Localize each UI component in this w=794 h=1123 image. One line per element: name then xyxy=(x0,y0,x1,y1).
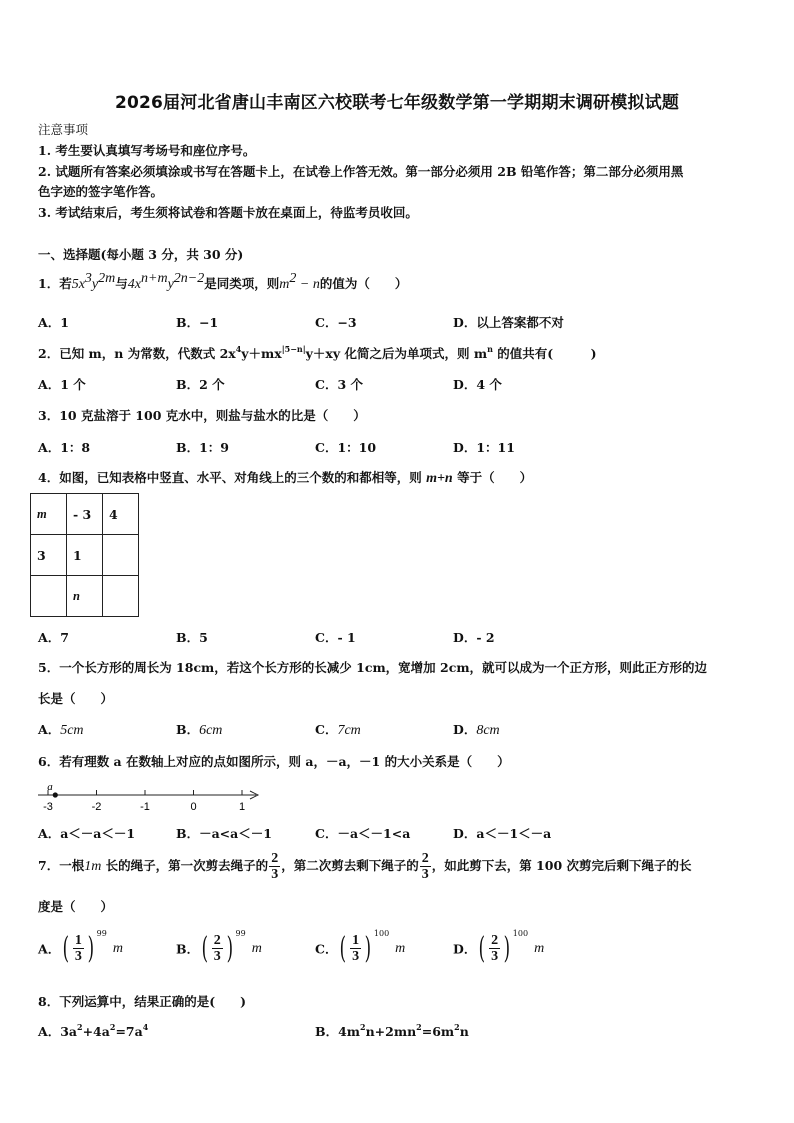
point-a-label: a xyxy=(47,781,53,793)
q2-option-b: B．2 个 xyxy=(176,377,225,392)
q5-option-b: B．6cm xyxy=(176,722,223,738)
grid-cell: m xyxy=(31,494,67,535)
question-5-line2: 长是（ ） xyxy=(38,691,114,706)
number-line-tick-label: -1 xyxy=(140,801,150,813)
grid-cell: n xyxy=(67,576,103,617)
q4-option-b: B．5 xyxy=(176,630,208,645)
q3-option-b: B．1：9 xyxy=(176,440,229,455)
notice-heading: 注意事项 xyxy=(38,122,89,137)
grid-cell: 1 xyxy=(67,535,103,576)
point-a xyxy=(53,792,58,797)
q3-option-c: C．1：10 xyxy=(315,440,377,455)
question-3: 3．10 克盐溶于 100 克水中，则盐与盐水的比是（ ） xyxy=(38,408,366,423)
notice-item: 2. 试题所有答案必须填涂或书写在答题卡上，在试卷上作答无效。第一部分必须用 2B 铅笔作答；第二部分必须用黑 xyxy=(38,164,684,179)
question-4: 4．如图，已知表格中竖直、水平、对角线上的三个数的和都相等，则 m+n 等于（ ） xyxy=(38,470,533,486)
question-1: 1．若$5x^3y^{2m}$与$4x^{n+m}y^{2n-2}$是同类项，则$m^2 - n$的值为（ ） xyxy=(38,271,408,292)
number-line-tick-label: 1 xyxy=(238,801,246,813)
q5-option-c: C．7cm xyxy=(315,722,361,738)
q1-option-a: A．1 xyxy=(38,315,69,330)
q7-option-d: D． ( $\frac{2}{3}$ ) 100 m xyxy=(453,929,545,966)
q6-option-a: A．a＜－a＜－1 xyxy=(38,826,136,841)
q3-option-d: D．1：11 xyxy=(453,440,515,455)
q7-option-a: A． ( $\frac{1}{3}$ ) 99 m xyxy=(38,929,123,966)
notice-item: 3. 考试结束后，考生须将试卷和答题卡放在桌面上，待监考员收回。 xyxy=(38,205,418,220)
q6-option-d: D．a＜－1＜－a xyxy=(453,826,552,841)
number-line-tick-label: -2 xyxy=(91,801,102,813)
q3-option-a: A．1：8 xyxy=(38,440,91,455)
q8-option-a: A．$3a^2+4a^2=7a^4$ xyxy=(38,1022,149,1039)
q4-option-d: D．- 2 xyxy=(453,630,495,645)
q5-option-d: D．8cm xyxy=(453,722,500,738)
question-7-line2: 度是（ ） xyxy=(38,899,114,914)
question-5-line1: 5．一个长方形的周长为 18cm，若这个长方形的长减少 1cm，宽增加 2cm，就可以成为一个正方形，则此正方形的边 xyxy=(38,660,708,675)
grid-cell: 4 xyxy=(103,494,139,535)
q1-option-c: C．−3 xyxy=(315,315,357,330)
question-8: 8．下列运算中，结果正确的是( ) xyxy=(38,994,247,1009)
q2-option-d: D．4 个 xyxy=(453,377,502,392)
q6-option-c: C．－a＜－1<a xyxy=(315,826,411,841)
q6-option-b: B．－a<a＜－1 xyxy=(176,826,272,841)
q8-option-b: B．$4m^2n+2mn^2=6m^2n$ xyxy=(315,1022,469,1039)
q2-option-a: A．1 个 xyxy=(38,377,86,392)
fraction: $\frac{2}{3}$ xyxy=(421,851,429,882)
q2-option-c: C．3 个 xyxy=(315,377,363,392)
q1-option-d: D．以上答案都不对 xyxy=(453,315,564,330)
q7-option-b: B． ( $\frac{2}{3}$ ) 99 m xyxy=(176,929,262,966)
q5-option-a: A．5cm xyxy=(38,722,84,738)
page-title: 2026届河北省唐山丰南区六校联考七年级数学第一学期期末调研模拟试题 xyxy=(114,93,680,113)
question-7: 7．一根1m 长的绳子，第一次剪去绳子的 $\frac{2}{3}$ ，第二次剪去剩下绳子的 $\frac{2}{3}$ ，如此剪下去，第 100 次剪完后剩下绳子的长 xyxy=(38,851,692,882)
q1-option-b: B．−1 xyxy=(176,315,219,330)
magic-square-table xyxy=(30,493,139,617)
q4-option-a: A．7 xyxy=(38,630,69,645)
grid-cell xyxy=(103,535,139,576)
question-6: 6．若有理数 a 在数轴上对应的点如图所示，则 a，－a，－1 的大小关系是（ ） xyxy=(38,754,510,769)
grid-cell: - 3 xyxy=(67,494,103,535)
grid-cell xyxy=(31,576,67,617)
section-heading: 一、选择题(每小题 3 分，共 30 分) xyxy=(38,247,244,262)
notice-item: 色字迹的签字笔作答。 xyxy=(38,184,164,199)
grid-cell: 3 xyxy=(31,535,67,576)
number-line-diagram xyxy=(34,777,264,819)
fraction: $\frac{2}{3}$ xyxy=(271,851,279,882)
grid-cell xyxy=(103,576,139,617)
q4-option-c: C．- 1 xyxy=(315,630,356,645)
notice-item: 1. 考生要认真填写考场号和座位序号。 xyxy=(38,143,256,158)
number-line-tick-label: 0 xyxy=(190,801,197,813)
number-line-tick-label: -3 xyxy=(43,801,53,813)
question-2: 2．已知 m，n 为常数，代数式 $2x^4y+mx^{|5-n|}y+xy$ 化简之后为单项式，则 $m^n$ 的值共有( ) xyxy=(38,344,597,361)
q7-option-c: C． ( $\frac{1}{3}$ ) 100 m xyxy=(315,929,406,966)
